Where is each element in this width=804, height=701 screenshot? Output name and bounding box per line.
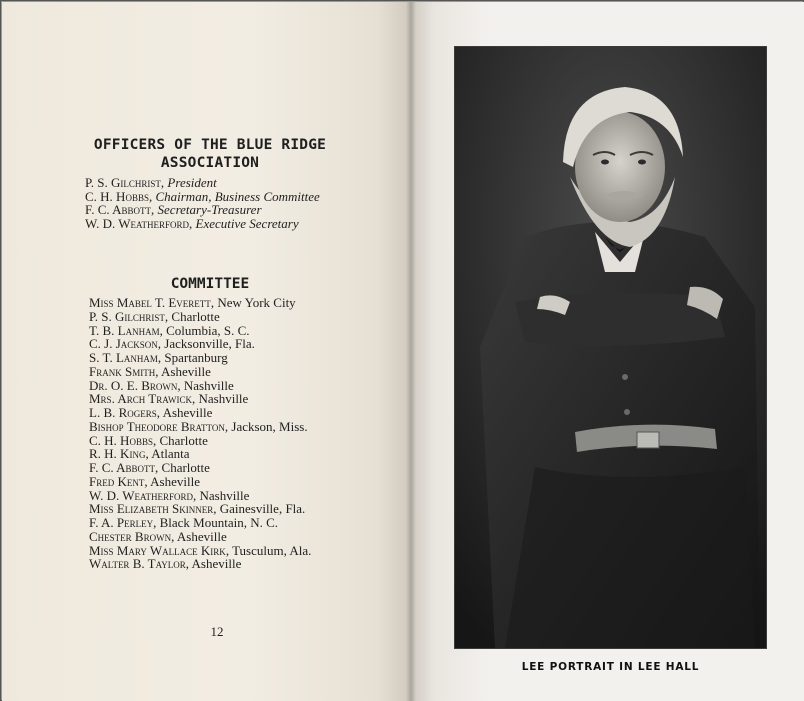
committee-member-place: Tusculum, Ala.: [232, 542, 312, 558]
committee-list: [89, 296, 311, 571]
book-gutter: [406, 2, 416, 701]
committee-entry: T. B. Lanham, Columbia, S. C.: [89, 322, 250, 338]
committee-member-place: Gainesville, Fla.: [219, 501, 306, 517]
committee-entry: F. C. Abbott, Charlotte: [89, 460, 210, 475]
officer-entry: W. D. Weatherford, Executive Secretary: [85, 215, 299, 231]
committee-entry: R. H. King, Atlanta: [89, 446, 190, 462]
committee-entry: C. H. Hobbs, Charlotte: [89, 432, 208, 448]
officer-entry: P. S. Gilchrist, President: [85, 175, 217, 190]
officer-role: Chairman, Business Committee: [155, 188, 320, 204]
committee-member-name: F. C. Abbott: [89, 460, 156, 475]
officers-heading: [82, 136, 338, 172]
committee-member-place: Asheville: [161, 363, 211, 379]
committee-member-name: Mrs. Arch Trawick: [89, 391, 192, 407]
committee-member-place: Asheville: [162, 405, 213, 420]
committee-entry: L. B. Rogers, Asheville: [89, 405, 213, 420]
committee-member-name: Miss Elizabeth Skinner: [89, 501, 214, 517]
committee-member-name: T. B. Lanham: [89, 322, 160, 338]
committee-member-place: Asheville: [150, 473, 200, 489]
committee-member-name: L. B. Rogers: [89, 405, 157, 420]
committee-entry: Bishop Theodore Bratton, Jackson, Miss.: [89, 418, 308, 434]
committee-entry: Miss Mary Wallace Kirk, Tusculum, Ala.: [89, 542, 312, 558]
committee-entry: Fred Kent, Asheville: [89, 473, 200, 489]
committee-member-name: S. T. Lanham: [89, 350, 158, 365]
committee-entry: Frank Smith, Asheville: [89, 363, 211, 379]
officer-role: Secretary-Treasurer: [157, 202, 262, 217]
committee-entry: W. D. Weatherford, Nashville: [89, 487, 250, 503]
committee-member-place: Black Mountain, N. C.: [159, 515, 279, 530]
committee-heading: COMMITTEE: [170, 276, 250, 292]
committee-entry: F. A. Perley, Black Mountain, N. C.: [89, 515, 279, 530]
committee-member-name: C. J. Jackson: [89, 336, 158, 352]
committee-member-place: Charlotte: [161, 460, 210, 475]
committee-entry: Walter B. Taylor, Asheville: [89, 556, 242, 572]
officer-name: F. C. Abbott: [85, 202, 152, 217]
officer-role: President: [167, 175, 217, 190]
committee-member-name: P. S. Gilchrist: [89, 308, 165, 324]
committee-member-place: Nashville: [199, 487, 250, 503]
left-page: [2, 2, 411, 701]
committee-member-place: Asheville: [176, 528, 227, 544]
committee-entry: P. S. Gilchrist, Charlotte: [89, 308, 220, 324]
committee-member-name: F. A. Perley: [89, 515, 154, 530]
committee-entry: Dr. O. E. Brown, Nashville: [89, 377, 234, 393]
committee-member-place: Nashville: [198, 391, 249, 407]
committee-entry: Miss Elizabeth Skinner, Gainesville, Fla.: [89, 501, 306, 517]
committee-member-name: Chester Brown: [89, 528, 172, 544]
committee-member-place: New York City: [217, 295, 296, 310]
committee-member-name: C. H. Hobbs: [89, 432, 153, 448]
committee-member-place: Jackson, Miss.: [231, 418, 308, 434]
officer-entry: C. H. Hobbs, Chairman, Business Committee: [85, 188, 320, 204]
committee-member-place: Nashville: [183, 377, 234, 393]
committee-member-name: Frank Smith: [89, 363, 156, 379]
committee-member-name: Bishop Theodore Bratton: [89, 418, 225, 434]
committee-member-place: Charlotte: [159, 432, 208, 448]
committee-member-name: Miss Mary Wallace Kirk: [89, 542, 226, 558]
officer-name: W. D. Weatherford: [85, 215, 190, 231]
officers-heading-line1: OFFICERS OF THE BLUE RIDGE: [93, 137, 327, 153]
officers-list: [85, 176, 320, 230]
committee-member-name: Dr. O. E. Brown: [89, 377, 178, 393]
committee-member-place: Atlanta: [151, 446, 190, 462]
committee-member-place: Charlotte: [171, 308, 220, 324]
committee-member-name: Miss Mabel T. Everett: [89, 295, 211, 310]
committee-member-name: W. D. Weatherford: [89, 487, 194, 503]
officer-role: Executive Secretary: [195, 215, 299, 231]
officer-entry: F. C. Abbott, Secretary-Treasurer: [85, 202, 262, 217]
committee-member-place: Spartanburg: [164, 350, 228, 365]
committee-member-name: Walter B. Taylor: [89, 556, 186, 572]
page-number: 12: [210, 624, 224, 639]
committee-member-name: R. H. King: [89, 446, 146, 462]
portrait-photo: [454, 46, 767, 649]
committee-member-place: Columbia, S. C.: [166, 322, 250, 338]
committee-entry: S. T. Lanham, Spartanburg: [89, 350, 228, 365]
officer-name: C. H. Hobbs: [85, 188, 149, 204]
committee-entry: Chester Brown, Asheville: [89, 528, 227, 544]
committee-member-place: Asheville: [191, 556, 242, 572]
committee-member-place: Jacksonville, Fla.: [164, 336, 255, 352]
committee-member-name: Fred Kent: [89, 473, 145, 489]
committee-entry: C. J. Jackson, Jacksonville, Fla.: [89, 336, 255, 352]
portrait-caption: LEE PORTRAIT IN LEE HALL: [521, 661, 700, 673]
portrait-illustration: [455, 47, 766, 648]
officer-name: P. S. Gilchrist: [85, 175, 161, 190]
committee-entry: Mrs. Arch Trawick, Nashville: [89, 391, 249, 407]
committee-entry: Miss Mabel T. Everett, New York City: [89, 295, 296, 310]
officers-heading-line2: ASSOCIATION: [160, 155, 260, 171]
